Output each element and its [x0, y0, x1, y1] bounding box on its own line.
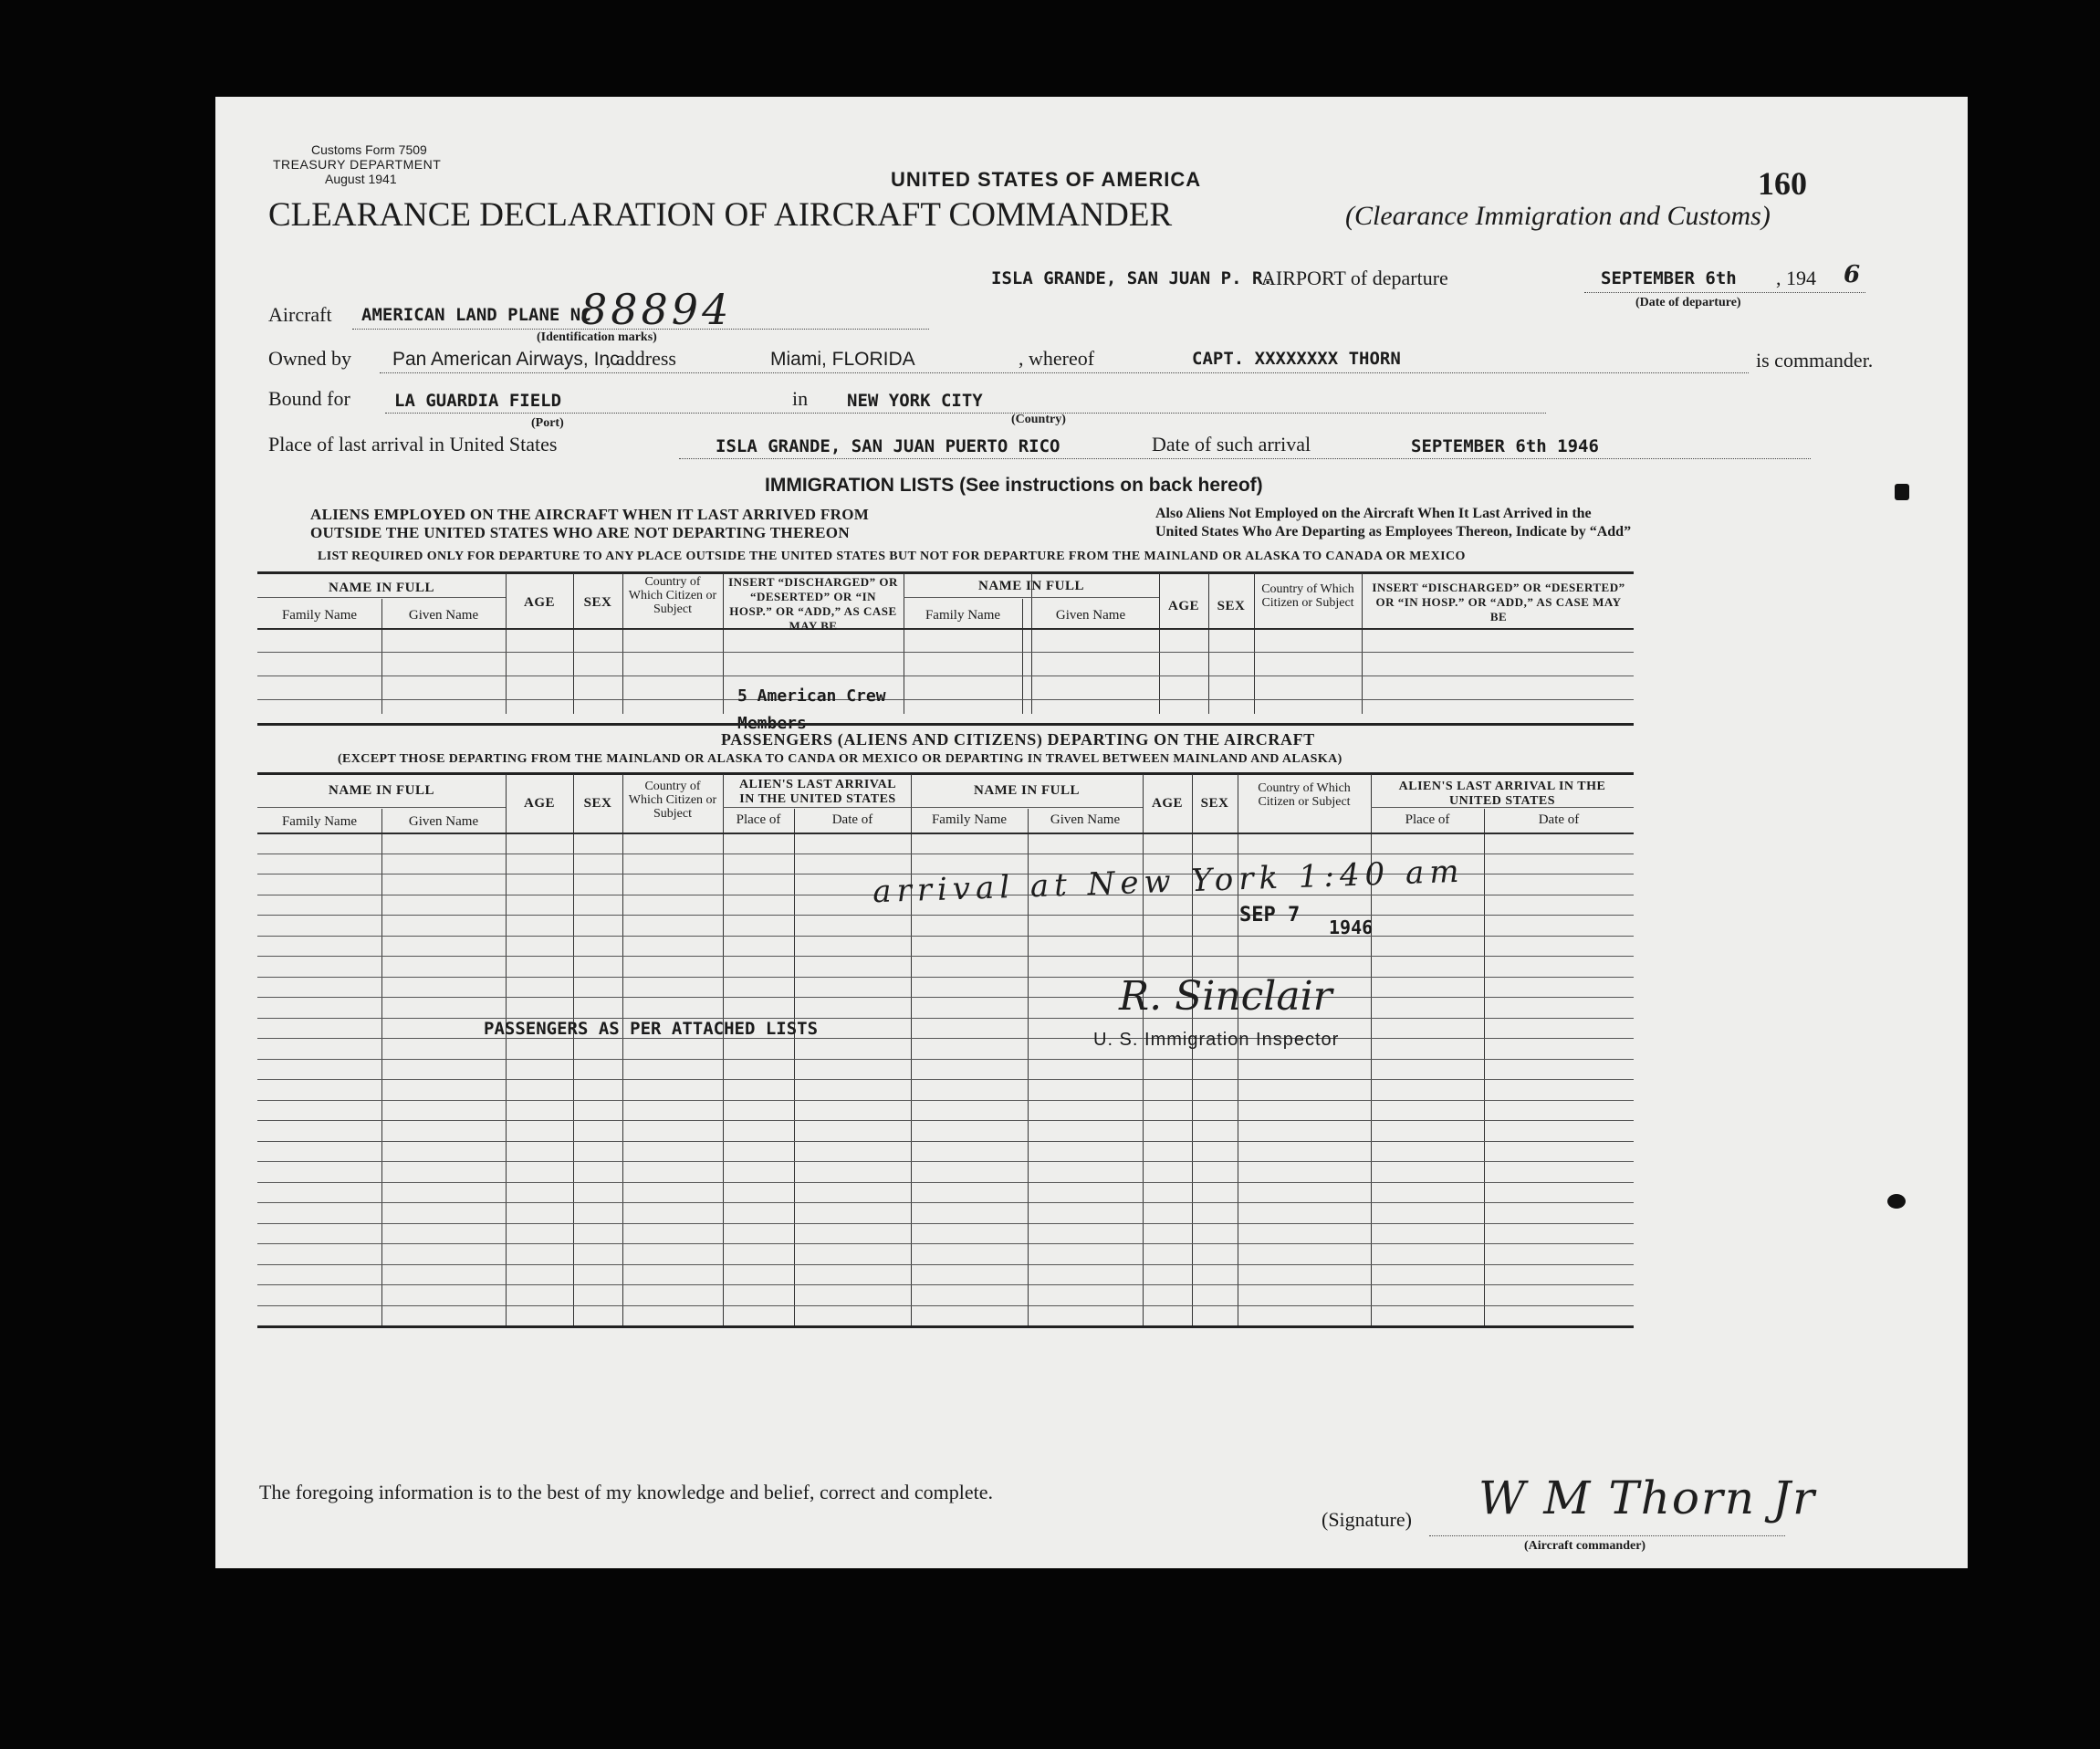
pass-given-header-2: Given Name: [1050, 812, 1121, 827]
pass-name-header-2: NAME IN FULL: [973, 783, 1080, 798]
departure-airport-label: AIRPORT of departure: [1261, 267, 1448, 289]
table-row: [257, 1305, 1634, 1306]
table-row: [257, 1018, 1634, 1019]
department: TREASURY DEPARTMENT: [273, 157, 442, 172]
aircraft-number: 88894: [580, 285, 733, 334]
crew-given-header: Given Name: [408, 608, 479, 623]
crew-name-header-2: NAME IN FULL: [977, 579, 1084, 593]
stamp-date: SEP 7: [1239, 904, 1301, 927]
departure-year-suffix: 6: [1844, 261, 1861, 288]
pass-country-header: Country of Which Citizen or Subject: [628, 780, 717, 821]
last-arrival-date: SEPTEMBER 6th 1946: [1411, 436, 1599, 456]
owner-name: Pan American Airways, Inc.: [392, 349, 625, 370]
owner-rule: [380, 372, 1749, 373]
crew-family-header-2: Family Name: [925, 608, 1001, 623]
departure-date-caption: (Date of departure): [1635, 296, 1741, 309]
commander-name: CAPT. XXXXXXXX THORN: [1192, 349, 1401, 369]
form-title: CLEARANCE DECLARATION OF AIRCRAFT COMMANDER: [268, 196, 1173, 234]
pass-age-header-2: AGE: [1151, 796, 1183, 811]
immigration-left-note-2: OUTSIDE THE UNITED STATES WHO ARE NOT DEPARTING THEREON: [310, 524, 850, 541]
passengers-heading: PASSENGERS (ALIENS AND CITIZENS) DEPARTING ON THE AIRCRAFT: [721, 730, 1315, 749]
table-row: [257, 1100, 1634, 1101]
bound-port-caption: (Port): [531, 416, 564, 430]
table-row: [257, 1059, 1634, 1060]
punch-mark-top: [1895, 484, 1909, 500]
table-row: [257, 1284, 1634, 1285]
owner-address: Miami, FLORIDA: [770, 349, 915, 370]
aircraft-rule: [352, 329, 929, 330]
inspector-signature: R. Sinclair: [1119, 973, 1332, 1020]
immigration-right-note-2: United States Who Are Departing as Employees Thereon, Indicate by “Add”: [1155, 524, 1632, 539]
crew-sex-header: SEX: [583, 595, 612, 610]
owner-address-label: , address: [606, 347, 676, 370]
crew-age-header: AGE: [523, 595, 555, 610]
pass-date-header: Date of: [831, 812, 873, 827]
table-row: [257, 1223, 1634, 1224]
pass-country-header-2: Country of Which Citizen or Subject: [1258, 781, 1351, 809]
footer-statement: The foregoing information is to the best of my knowledge and belief, correct and complete.: [259, 1481, 993, 1503]
passengers-subheading: (EXCEPT THOSE DEPARTING FROM THE MAINLAND OR ALASKA TO CANDA OR MEXICO OR DEPARTING IN TRAVEL BETWEEN MAINLAND AND ALASKA): [338, 752, 1343, 766]
bound-in-label: in: [792, 387, 809, 410]
passenger-table-bottom: [257, 1325, 1634, 1328]
crew-entry-line-2: Members: [737, 714, 807, 733]
aircraft-label: Aircraft: [268, 303, 332, 326]
crew-given-header-2: Given Name: [1055, 608, 1126, 623]
pass-sex-header-2: SEX: [1200, 796, 1229, 811]
pass-date-header-2: Date of: [1538, 812, 1580, 827]
pass-place-header-2: Place of: [1405, 812, 1450, 827]
crew-country-header-2: Country of Which Citizen or Subject: [1261, 582, 1354, 610]
table-row: [257, 977, 1634, 978]
table-row: [257, 956, 1634, 957]
crew-family-header: Family Name: [281, 608, 358, 623]
form-number: Customs Form 7509: [311, 142, 427, 157]
passenger-table-top: [257, 772, 1634, 775]
departure-airport: ISLA GRANDE, SAN JUAN P. R.: [991, 268, 1273, 288]
table-row: [257, 1264, 1634, 1265]
table-row: [257, 1182, 1634, 1183]
immigration-requirement: LIST REQUIRED ONLY FOR DEPARTURE TO ANY PLACE OUTSIDE THE UNITED STATES BUT NOT FOR DEPARTURE FROM THE MAINLAND OR ALASKA TO CANADA OR MEXICO: [318, 550, 1466, 563]
immigration-left-note-1: ALIENS EMPLOYED ON THE AIRCRAFT WHEN IT LAST ARRIVED FROM: [310, 506, 870, 523]
punch-mark-bottom: [1887, 1194, 1906, 1209]
bound-label: Bound for: [268, 387, 350, 410]
pass-place-header: Place of: [736, 812, 781, 827]
commander-signature: W M Thorn Jr: [1478, 1471, 1816, 1524]
crew-sex-header-2: SEX: [1217, 599, 1246, 613]
bound-country-caption: (Country): [1011, 413, 1066, 426]
crew-country-header: Country of Which Citizen or Subject: [628, 575, 717, 616]
table-row: [257, 1079, 1634, 1080]
bound-country: NEW YORK CITY: [847, 391, 983, 411]
aircraft-caption: (Identification marks): [537, 330, 657, 344]
crew-entry-line-1: 5 American Crew: [737, 686, 886, 706]
crew-insert-header-2: INSERT “DISCHARGED” OR “DESERTED” OR “IN HOSP.” OR “ADD,” AS CASE MAY BE: [1372, 581, 1625, 623]
pass-sex-header: SEX: [583, 796, 612, 811]
bound-rule: [385, 413, 1546, 414]
table-row: [257, 915, 1634, 916]
clearance-declaration-form: [215, 97, 1968, 1568]
table-row: [257, 1141, 1634, 1142]
owner-label: Owned by: [268, 347, 352, 370]
bound-port: LA GUARDIA FIELD: [394, 391, 562, 411]
pass-given-header: Given Name: [408, 814, 479, 829]
table-row: [257, 1243, 1634, 1244]
pass-last-arrival-header: ALIEN'S LAST ARRIVAL IN THE UNITED STATES: [738, 778, 897, 806]
inspector-title: U. S. Immigration Inspector: [1093, 1030, 1340, 1050]
last-arrival-rule: [679, 458, 1811, 459]
crew-name-header: NAME IN FULL: [328, 581, 434, 595]
last-arrival-label: Place of last arrival in United States: [268, 433, 558, 456]
last-arrival-place: ISLA GRANDE, SAN JUAN PUERTO RICO: [716, 436, 1060, 456]
stamp-year: 1946: [1329, 916, 1374, 938]
owner-whereof-label: , whereof: [1019, 347, 1095, 370]
arrival-note: arrival at New York 1:40 am: [872, 853, 1466, 911]
table-row: [257, 1202, 1634, 1203]
table-row: [257, 1120, 1634, 1121]
aircraft-typed: AMERICAN LAND PLANE NC: [361, 305, 591, 325]
passengers-note: PASSENGERS AS PER ATTACHED LISTS: [484, 1019, 819, 1039]
country-heading: UNITED STATES OF AMERICA: [891, 168, 1202, 191]
departure-year-prefix: , 194: [1776, 267, 1816, 289]
crew-table-top: [257, 571, 1634, 574]
signature-label: (Signature): [1322, 1508, 1412, 1531]
table-row: [257, 936, 1634, 937]
pass-age-header: AGE: [523, 796, 555, 811]
last-arrival-date-label: Date of such arrival: [1152, 433, 1311, 456]
departure-date: SEPTEMBER 6th: [1601, 268, 1737, 288]
signature-caption: (Aircraft commander): [1524, 1539, 1646, 1553]
signature-rule: [1429, 1535, 1785, 1536]
departure-rule: [1584, 292, 1865, 293]
table-row: [257, 997, 1634, 998]
commander-suffix: is commander.: [1756, 349, 1874, 372]
pass-last-arrival-header-2: ALIEN'S LAST ARRIVAL IN THE UNITED STATES: [1398, 780, 1606, 808]
form-subtitle: (Clearance Immigration and Customs): [1345, 201, 1771, 231]
immigration-right-note-1: Also Aliens Not Employed on the Aircraft When It Last Arrived in the: [1155, 506, 1592, 521]
crew-insert-header: INSERT “DISCHARGED” OR “DESERTED” OR “IN HOSP.” OR “ADD,” AS CASE MAY BE: [728, 575, 898, 633]
table-row: [257, 1038, 1634, 1039]
pass-family-header: Family Name: [281, 814, 358, 829]
form-date: August 1941: [325, 172, 397, 186]
pass-name-header: NAME IN FULL: [328, 783, 434, 798]
immigration-heading: IMMIGRATION LISTS (See instructions on back hereof): [765, 475, 1263, 496]
pass-family-header-2: Family Name: [931, 812, 1008, 827]
page-number: 160: [1758, 165, 1807, 202]
crew-age-header-2: AGE: [1167, 599, 1199, 613]
table-row: [257, 1161, 1634, 1162]
